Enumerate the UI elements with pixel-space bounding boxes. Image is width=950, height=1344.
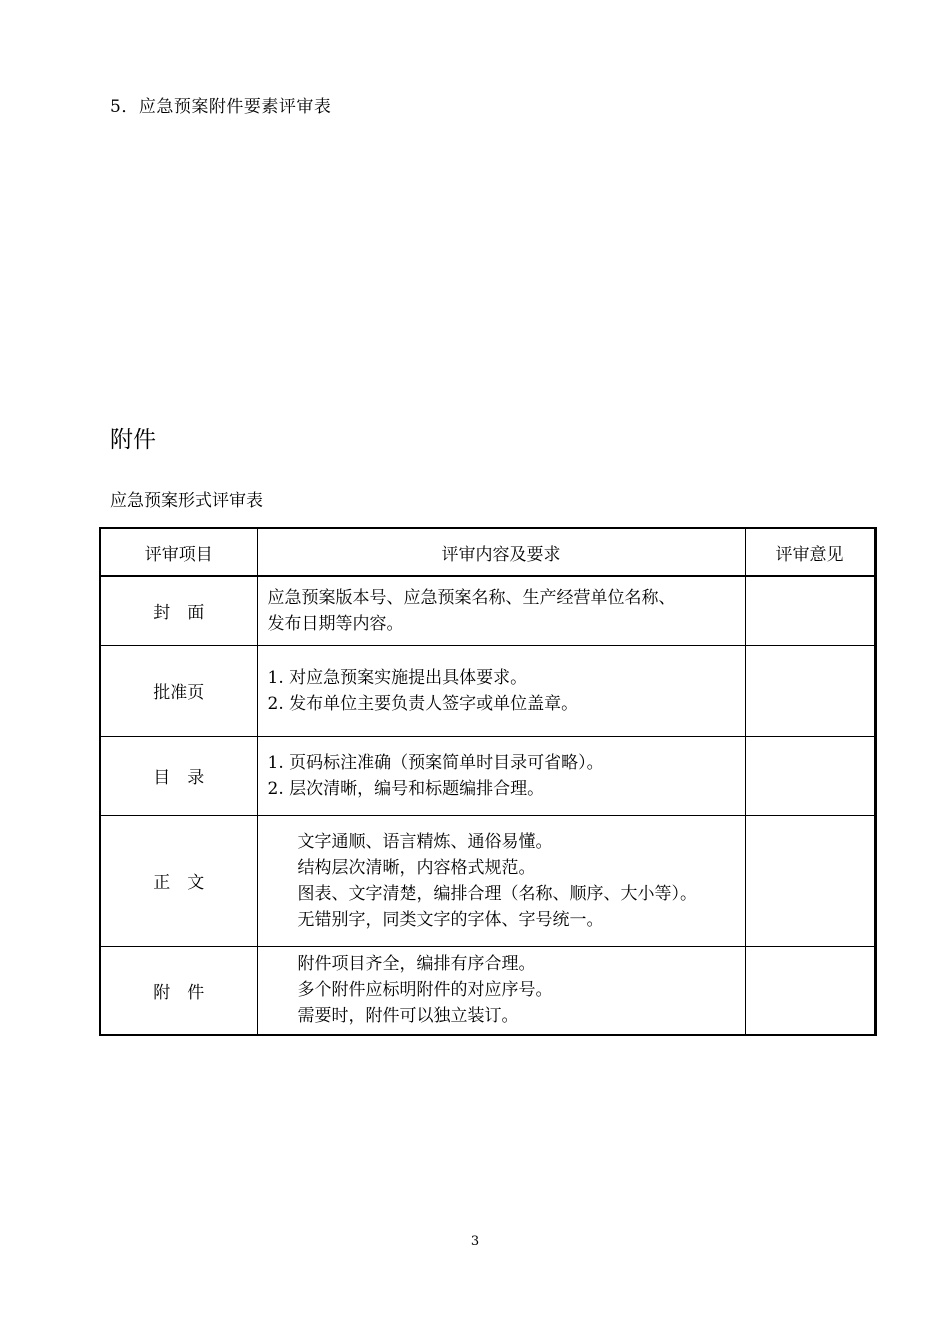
row-opinion xyxy=(745,815,875,946)
row-opinion xyxy=(745,736,875,815)
row-item: 封 面 xyxy=(100,576,257,645)
row-content xyxy=(257,645,745,736)
row-item: 附 件 xyxy=(100,946,257,1035)
content-line: 文字通顺、语言精炼、通俗易懂。 xyxy=(297,831,553,852)
row-item: 批准页 xyxy=(100,645,257,736)
content-line: 1. 页码标注准确（预案简单时目录可省略）。 xyxy=(267,752,604,773)
content-line: 多个附件应标明附件的对应序号。 xyxy=(297,980,553,1001)
content-line: 需要时，附件可以独立装订。 xyxy=(297,1006,519,1027)
content-line: 发布日期等内容。 xyxy=(267,613,404,634)
table-row xyxy=(100,815,875,946)
page-number: 3 xyxy=(470,1234,480,1249)
content-line: 结构层次清晰，内容格式规范。 xyxy=(297,857,536,878)
row-content xyxy=(257,576,745,645)
table-caption: 应急预案形式评审表 xyxy=(110,491,263,511)
review-table xyxy=(99,527,877,1036)
content-line: 2. 层次清晰，编号和标题编排合理。 xyxy=(267,778,545,799)
content-line: 附件项目齐全，编排有序合理。 xyxy=(297,954,536,975)
content-line: 无错别字，同类文字的字体、字号统一。 xyxy=(297,909,604,930)
header-item: 评审项目 xyxy=(100,528,257,576)
table-row xyxy=(100,576,875,645)
row-content xyxy=(257,946,745,1035)
content-line: 图表、文字清楚，编排合理（名称、顺序、大小等）。 xyxy=(297,883,697,904)
content-line: 应急预案版本号、应急预案名称、生产经营单位名称、 xyxy=(267,587,676,608)
row-item: 正 文 xyxy=(100,815,257,946)
content-line: 1. 对应急预案实施提出具体要求。 xyxy=(267,667,528,688)
section-heading: 5．应急预案附件要素评审表 xyxy=(110,97,332,117)
row-opinion xyxy=(745,576,875,645)
row-content xyxy=(257,815,745,946)
row-content xyxy=(257,736,745,815)
content-line: 2. 发布单位主要负责人签字或单位盖章。 xyxy=(267,693,579,714)
table-row xyxy=(100,946,875,1035)
table-row xyxy=(100,736,875,815)
row-opinion xyxy=(745,946,875,1035)
table-header-row xyxy=(100,528,875,576)
header-content: 评审内容及要求 xyxy=(257,528,745,576)
row-opinion xyxy=(745,645,875,736)
row-item: 目 录 xyxy=(100,736,257,815)
attachment-title: 附件 xyxy=(110,427,156,453)
header-opinion: 评审意见 xyxy=(745,528,875,576)
table-row xyxy=(100,645,875,736)
